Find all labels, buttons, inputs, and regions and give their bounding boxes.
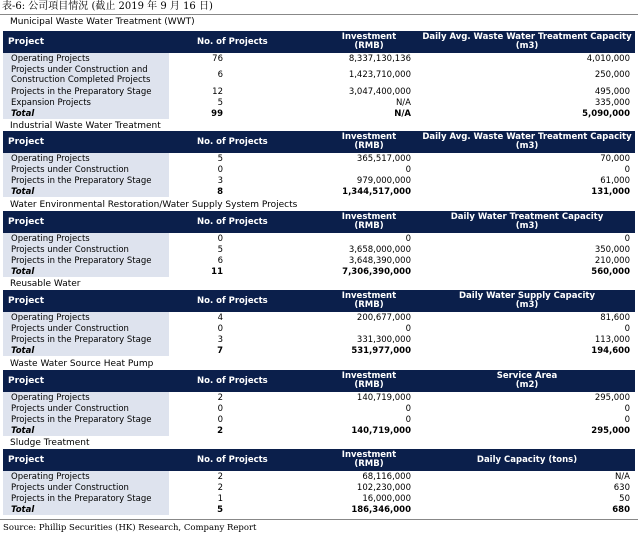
- table-row: [3, 323, 635, 334]
- row-label: Total: [3, 266, 169, 277]
- num-projects-cell: 2: [217, 471, 223, 482]
- table-header-row: [3, 290, 635, 312]
- section-table: [3, 370, 635, 436]
- investment-cell: 331,300,000: [356, 334, 411, 345]
- capacity-header-unit: (m3): [515, 221, 539, 231]
- capacity-header-unit: (m3): [515, 41, 539, 51]
- capacity-cell: 250,000: [594, 70, 630, 80]
- section-title: Municipal Waste Water Treatment (WWT): [10, 17, 195, 27]
- capacity-cell: 113,000: [594, 334, 630, 345]
- investment-header-label: Investment: [341, 291, 397, 301]
- table-row: [3, 255, 635, 266]
- table-row: [3, 414, 635, 425]
- num-projects-column-header: No. of Projects: [169, 370, 319, 392]
- row-label: Operating Projects: [3, 471, 169, 482]
- row-label: Expansion Projects: [3, 97, 169, 108]
- table-row: [3, 97, 635, 108]
- investment-cell: 200,677,000: [356, 312, 411, 323]
- investment-cell: 68,116,000: [362, 471, 411, 482]
- row-label: Operating Projects: [3, 153, 169, 164]
- capacity-column-header: [419, 290, 635, 312]
- row-label: Projects in the Preparatory Stage: [3, 334, 169, 345]
- investment-cell: 0: [405, 414, 411, 425]
- investment-cell: 531,977,000: [351, 345, 411, 356]
- total-row: [3, 266, 635, 277]
- investment-header-label: Investment: [341, 212, 397, 222]
- section-table: [3, 31, 635, 119]
- capacity-cell: 131,000: [591, 186, 630, 197]
- table-header-row: [3, 31, 635, 53]
- row-label: Operating Projects: [3, 53, 169, 64]
- investment-cell: 1,423,710,000: [348, 70, 411, 80]
- capacity-header-unit: (m3): [515, 300, 539, 310]
- investment-header-unit: (RMB): [354, 459, 384, 469]
- table-header-row: [3, 449, 635, 471]
- row-label: Projects in the Preparatory Stage: [3, 175, 169, 186]
- table-row: [3, 64, 635, 86]
- investment-header-label: Investment: [341, 132, 397, 142]
- capacity-cell: 4,010,000: [586, 53, 630, 64]
- project-column-header: Project: [3, 211, 169, 233]
- project-column-header: Project: [3, 370, 169, 392]
- capacity-cell: 61,000: [600, 175, 630, 186]
- investment-cell: 979,000,000: [356, 175, 411, 186]
- investment-column-header: [319, 449, 419, 471]
- num-projects-cell: 99: [211, 108, 223, 119]
- row-label: Total: [3, 425, 169, 436]
- capacity-cell: 0: [624, 414, 630, 425]
- section-table: [3, 131, 635, 197]
- investment-cell: 16,000,000: [362, 493, 411, 504]
- table-row: [3, 175, 635, 186]
- capacity-column-header: [419, 31, 635, 53]
- investment-cell: N/A: [395, 97, 411, 108]
- capacity-cell: 495,000: [594, 86, 630, 97]
- investment-header-unit: (RMB): [354, 41, 384, 51]
- capacity-cell: 0: [624, 233, 630, 244]
- num-projects-cell: 0: [217, 414, 223, 425]
- capacity-cell: 560,000: [591, 266, 630, 277]
- row-label: Projects under Construction: [3, 323, 169, 334]
- num-projects-cell: 1: [217, 493, 223, 504]
- investment-cell: 102,230,000: [356, 482, 411, 493]
- capacity-cell: 0: [624, 403, 630, 414]
- table-row: [3, 392, 635, 403]
- capacity-column-header: [419, 449, 635, 471]
- num-projects-cell: 2: [217, 392, 223, 403]
- capacity-cell: 194,600: [591, 345, 630, 356]
- num-projects-column-header: No. of Projects: [169, 131, 319, 153]
- row-label: Operating Projects: [3, 312, 169, 323]
- total-row: [3, 504, 635, 515]
- investment-header-label: Investment: [341, 32, 397, 42]
- table-row: [3, 403, 635, 414]
- row-label: Projects in the Preparatory Stage: [3, 414, 169, 425]
- num-projects-cell: 3: [217, 334, 223, 345]
- num-projects-cell: 5: [217, 153, 223, 164]
- investment-column-header: [319, 290, 419, 312]
- section-title: Waste Water Source Heat Pump: [10, 359, 154, 369]
- investment-cell: 0: [405, 403, 411, 414]
- capacity-cell: 680: [612, 504, 630, 515]
- row-label: Operating Projects: [3, 233, 169, 244]
- row-label: Projects in the Preparatory Stage: [3, 255, 169, 266]
- investment-cell: 140,719,000: [356, 392, 411, 403]
- num-projects-cell: 0: [217, 403, 223, 414]
- investment-cell: 3,648,390,000: [348, 255, 411, 266]
- capacity-header-label: Daily Avg. Waste Water Treatment Capacity: [422, 32, 632, 42]
- capacity-cell: 5,090,000: [582, 108, 630, 119]
- capacity-cell: 0: [624, 323, 630, 334]
- num-projects-cell: 5: [217, 97, 223, 108]
- num-projects-column-header: No. of Projects: [169, 31, 319, 53]
- investment-cell: 3,658,000,000: [348, 244, 411, 255]
- row-label: Projects under Construction: [3, 403, 169, 414]
- row-label: Projects under Construction and Construction Completed Projects: [3, 64, 169, 86]
- table-row: [3, 334, 635, 345]
- capacity-cell: 81,600: [600, 312, 630, 323]
- capacity-cell: 350,000: [594, 244, 630, 255]
- capacity-cell: 335,000: [594, 97, 630, 108]
- total-row: [3, 425, 635, 436]
- capacity-cell: 70,000: [600, 153, 630, 164]
- num-projects-column-header: No. of Projects: [169, 211, 319, 233]
- table-row: [3, 164, 635, 175]
- capacity-cell: N/A: [614, 471, 630, 482]
- table-header-row: [3, 211, 635, 233]
- num-projects-cell: 11: [211, 266, 223, 277]
- investment-cell: 0: [405, 164, 411, 175]
- row-label: Total: [3, 186, 169, 197]
- investment-cell: 186,346,000: [351, 504, 411, 515]
- capacity-cell: 50: [619, 493, 630, 504]
- section-title: Industrial Waste Water Treatment: [10, 121, 161, 131]
- num-projects-cell: 76: [212, 53, 223, 64]
- investment-column-header: [319, 211, 419, 233]
- num-projects-cell: 2: [217, 425, 223, 436]
- investment-header-unit: (RMB): [354, 221, 384, 231]
- investment-header-label: Investment: [341, 371, 397, 381]
- investment-cell: 8,337,130,136: [348, 53, 411, 64]
- page-title: 表-6: 公司項目情況 (截止 2019 年 9 月 16 日): [2, 1, 213, 12]
- project-column-header: Project: [3, 31, 169, 53]
- num-projects-cell: 8: [217, 186, 223, 197]
- table-row: [3, 233, 635, 244]
- table-row: [3, 86, 635, 97]
- capacity-header-label: Daily Avg. Waste Water Treatment Capacity: [422, 132, 632, 142]
- row-label: Total: [3, 345, 169, 356]
- source-note: Source: Phillip Securities (HK) Research, Company Report: [3, 523, 257, 533]
- capacity-cell: 630: [613, 482, 630, 493]
- investment-header-label: Investment: [341, 450, 397, 460]
- investment-cell: N/A: [394, 108, 411, 119]
- row-label: Total: [3, 504, 169, 515]
- capacity-header-label: Daily Water Supply Capacity: [458, 291, 595, 301]
- num-projects-cell: 6: [217, 70, 223, 80]
- num-projects-cell: 3: [217, 175, 223, 186]
- row-label: Projects under Construction: [3, 482, 169, 493]
- total-row: [3, 345, 635, 356]
- row-label: Total: [3, 108, 169, 119]
- capacity-header-label: Daily Water Treatment Capacity: [450, 212, 604, 222]
- capacity-header-label: Daily Capacity (tons): [476, 454, 578, 465]
- investment-column-header: [319, 370, 419, 392]
- num-projects-cell: 5: [217, 504, 223, 515]
- num-projects-column-header: No. of Projects: [169, 290, 319, 312]
- row-label: Operating Projects: [3, 392, 169, 403]
- title-divider: [0, 14, 638, 15]
- table-row: [3, 244, 635, 255]
- project-column-header: Project: [3, 131, 169, 153]
- capacity-cell: 295,000: [594, 392, 630, 403]
- capacity-column-header: [419, 131, 635, 153]
- section-title: Sludge Treatment: [10, 438, 90, 448]
- project-column-header: Project: [3, 449, 169, 471]
- num-projects-cell: 4: [217, 312, 223, 323]
- num-projects-cell: 7: [217, 345, 223, 356]
- num-projects-cell: 0: [217, 164, 223, 175]
- footer-divider: [0, 519, 638, 520]
- num-projects-column-header: No. of Projects: [169, 449, 319, 471]
- capacity-header-unit: (m2): [515, 380, 539, 390]
- total-row: [3, 186, 635, 197]
- section-title: Water Environmental Restoration/Water Supply System Projects: [10, 200, 298, 210]
- table-row: [3, 53, 635, 64]
- table-header-row: [3, 370, 635, 392]
- investment-cell: 1,344,517,000: [342, 186, 411, 197]
- table-row: [3, 153, 635, 164]
- section-table: [3, 211, 635, 277]
- section-table: [3, 449, 635, 515]
- investment-cell: 0: [405, 233, 411, 244]
- investment-cell: 3,047,400,000: [348, 86, 411, 97]
- row-label: Projects in the Preparatory Stage: [3, 493, 169, 504]
- investment-column-header: [319, 31, 419, 53]
- num-projects-cell: 12: [212, 86, 223, 97]
- investment-cell: 7,306,390,000: [342, 266, 411, 277]
- capacity-cell: 0: [624, 164, 630, 175]
- capacity-header-label: Service Area: [496, 371, 558, 381]
- capacity-column-header: [419, 370, 635, 392]
- num-projects-cell: 2: [217, 482, 223, 493]
- table-row: [3, 471, 635, 482]
- num-projects-cell: 0: [217, 233, 223, 244]
- investment-column-header: [319, 131, 419, 153]
- num-projects-cell: 0: [217, 323, 223, 334]
- num-projects-cell: 6: [217, 255, 223, 266]
- investment-header-unit: (RMB): [354, 300, 384, 310]
- section-table: [3, 290, 635, 356]
- table-row: [3, 312, 635, 323]
- investment-header-unit: (RMB): [354, 380, 384, 390]
- total-row: [3, 108, 635, 119]
- table-row: [3, 482, 635, 493]
- capacity-cell: 210,000: [594, 255, 630, 266]
- table-header-row: [3, 131, 635, 153]
- section-title: Reusable Water: [10, 279, 81, 289]
- table-row: [3, 493, 635, 504]
- project-column-header: Project: [3, 290, 169, 312]
- investment-cell: 0: [405, 323, 411, 334]
- capacity-header-unit: (m3): [515, 141, 539, 151]
- capacity-cell: 295,000: [591, 425, 630, 436]
- row-label: Projects in the Preparatory Stage: [3, 86, 169, 97]
- row-label: Projects under Construction: [3, 164, 169, 175]
- investment-cell: 140,719,000: [351, 425, 411, 436]
- investment-header-unit: (RMB): [354, 141, 384, 151]
- row-label: Projects under Construction: [3, 244, 169, 255]
- num-projects-cell: 5: [217, 244, 223, 255]
- investment-cell: 365,517,000: [356, 153, 411, 164]
- capacity-column-header: [419, 211, 635, 233]
